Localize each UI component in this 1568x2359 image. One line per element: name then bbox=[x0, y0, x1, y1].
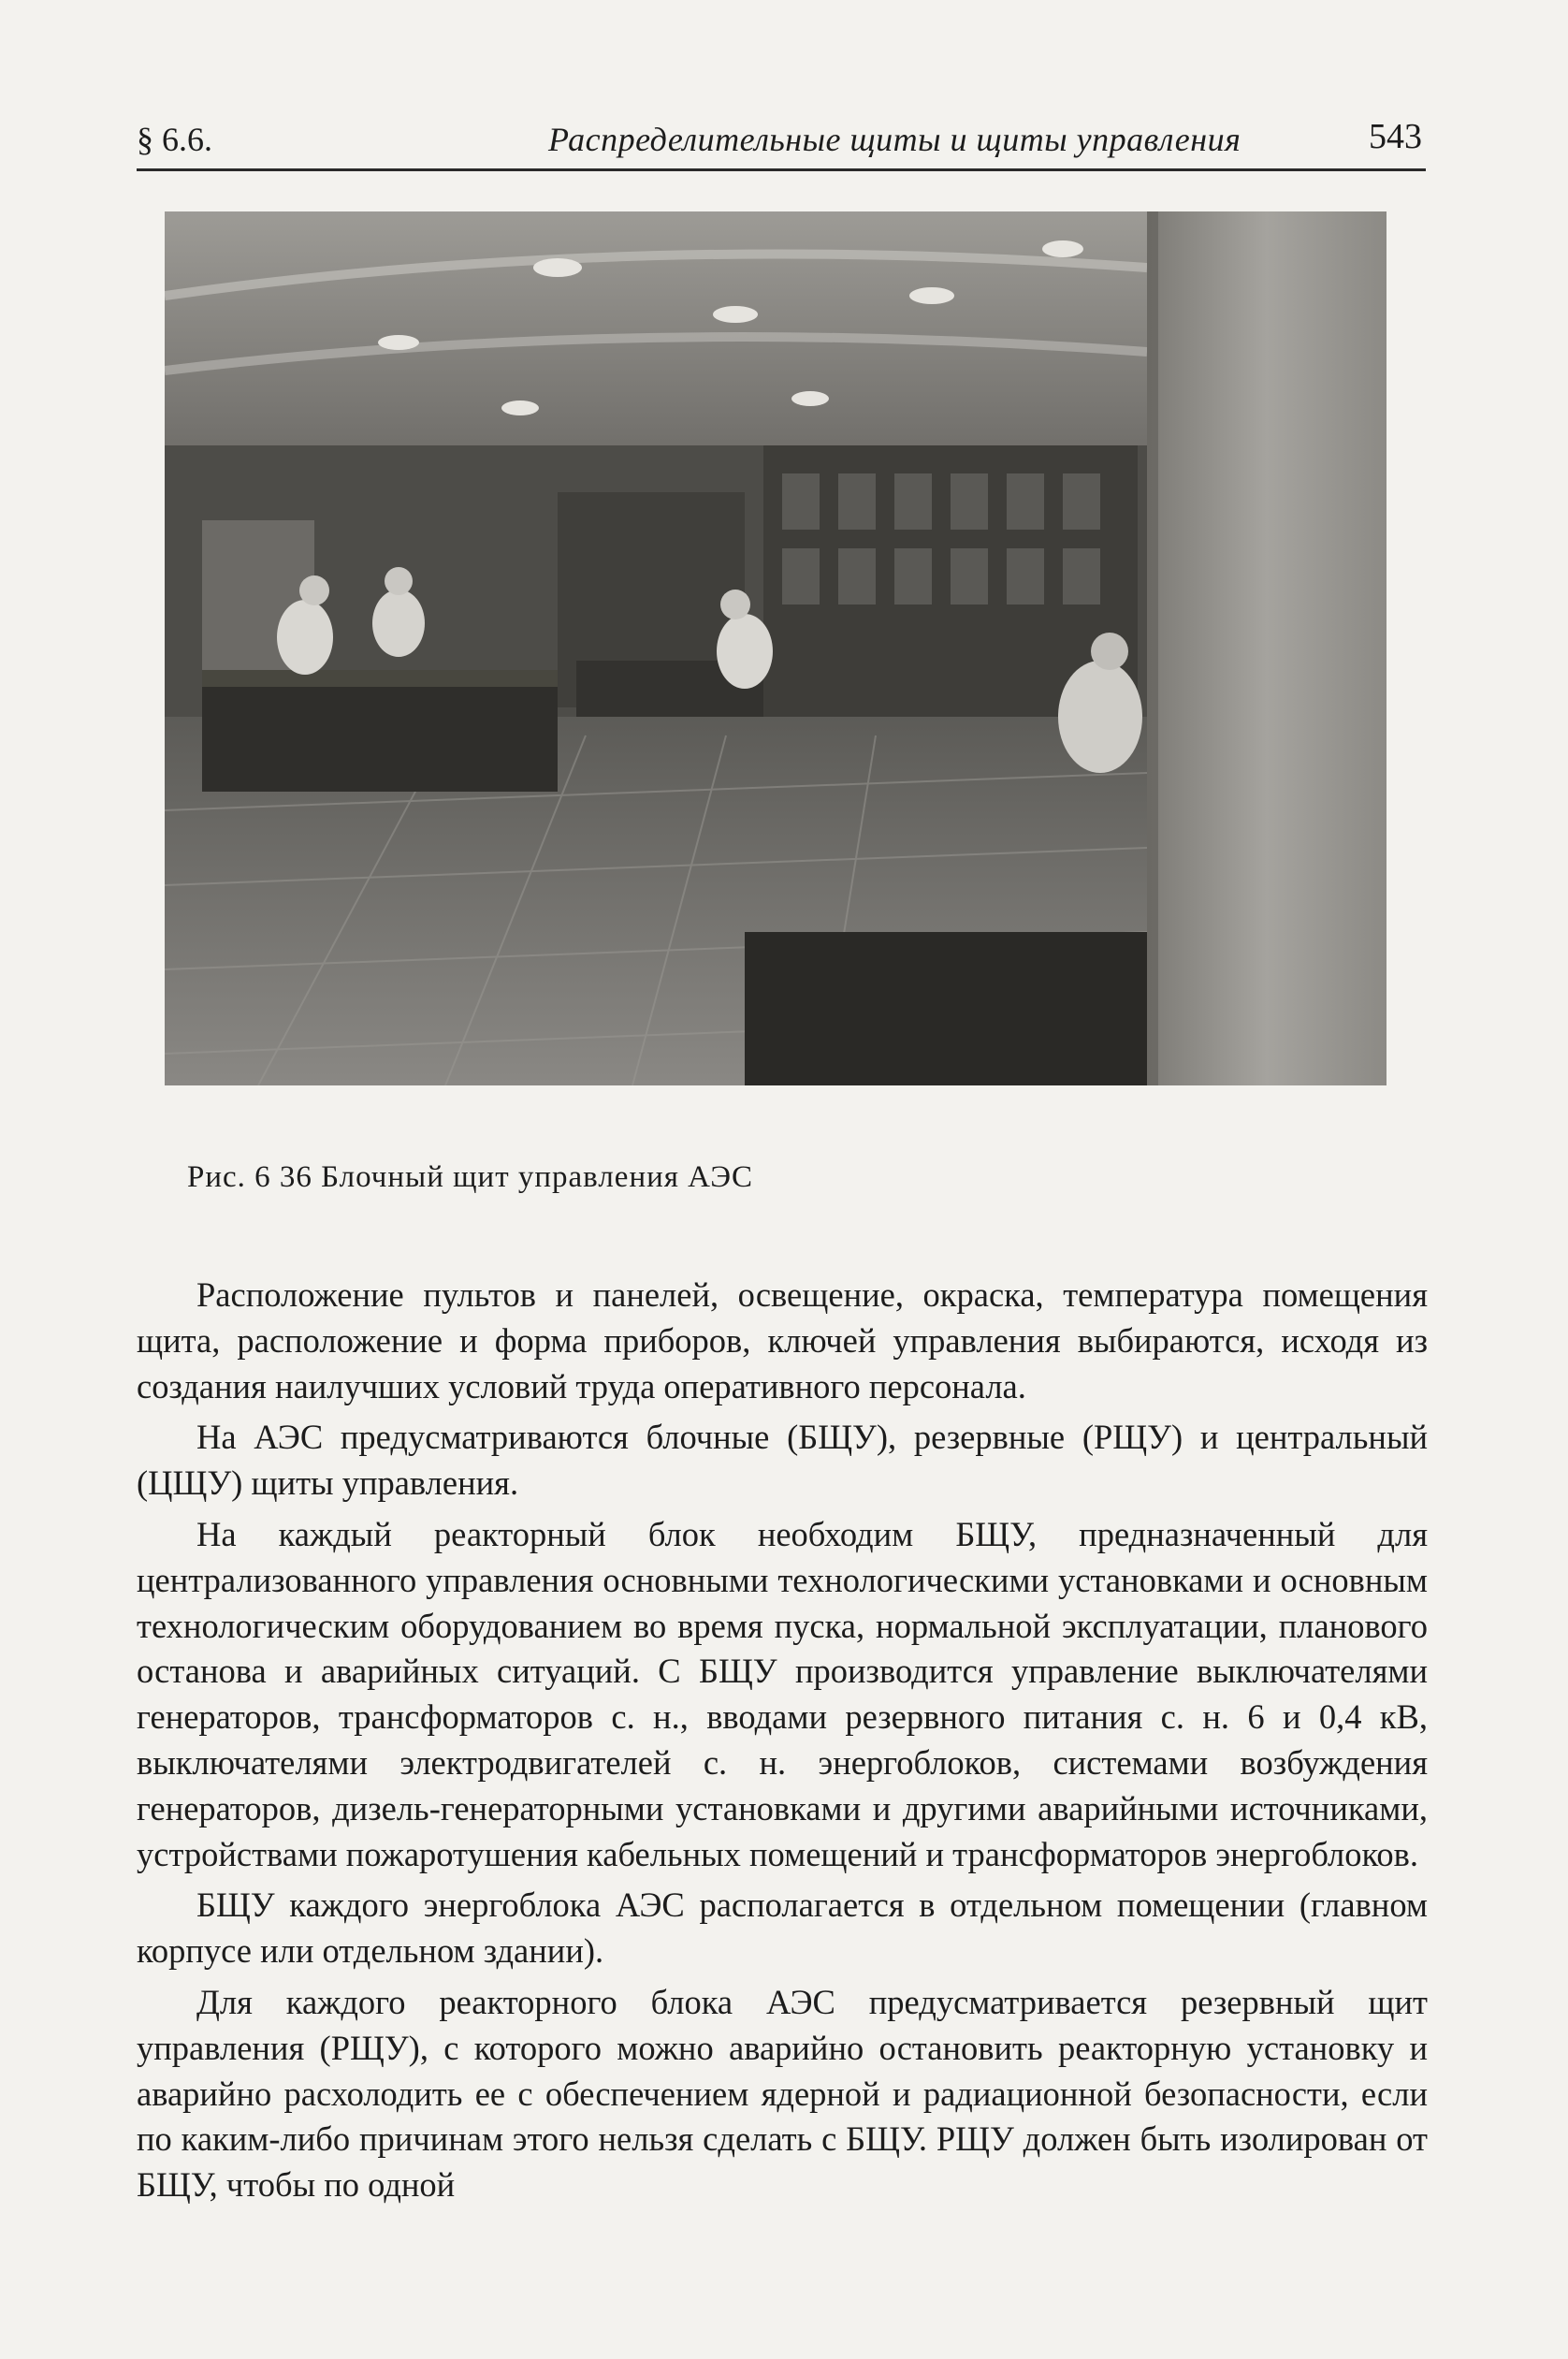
control-room-photo bbox=[165, 211, 1387, 1085]
paragraph: На АЭС предусматриваются блочные (БЩУ), резервные (РЩУ) и центральный (ЦЩУ) щиты управления. bbox=[137, 1418, 1428, 1503]
paragraph: БЩУ каждого энергоблока АЭС располагается в отдельном помещении (главном корпусе или отдельном здании). bbox=[137, 1886, 1428, 1971]
figure-caption: Рис. 6 36 Блочный щит управления АЭС bbox=[187, 1160, 753, 1194]
paragraph: На каждый реакторный блок необходим БЩУ, предназначенный для централизованного управления основными технологическими установками и основным технологическим оборудованием во время пуска, нормальной эксплуатации, планового останова и аварийных ситуаций. С БЩУ производится управление выключателями генераторов, трансформаторов с. н., вводами резервного питания с. н. 6 и 0,4 кВ, выключателями электродвигателей с. н. энергоблоков, системами возбуждения генераторов, дизель-генераторными установками и другими аварийными источниками, устройствами пожаротушения кабельных помещений и трансформаторов энергоблоков. bbox=[137, 1514, 1428, 1873]
chapter-title: Распределительные щиты и щиты управления bbox=[548, 121, 1241, 158]
body-text bbox=[137, 1273, 1428, 2214]
paragraph: Расположение пультов и панелей, освещение, окраска, температура помещения щита, расположение и форма приборов, ключей управления выбираются, исходя из создания наилучших условий труда оперативного персонала. bbox=[137, 1275, 1428, 1405]
paragraph: Для каждого реакторного блока АЭС предусматривается резервный щит управления (РЩУ), с которого можно аварийно остановить реакторную установку и аварийно расхолодить ее с обеспечением ядерной и радиационной безопасности, если по каким-либо причинам этого нельзя сделать с БЩУ. РЩУ должен быть изолирован от БЩУ, чтобы по одной bbox=[137, 1982, 1428, 2205]
page-number: 543 bbox=[1369, 117, 1422, 156]
photo-control-room-icon bbox=[165, 211, 1387, 1085]
section-number: § 6.6. bbox=[137, 121, 212, 158]
running-header bbox=[137, 116, 1426, 171]
